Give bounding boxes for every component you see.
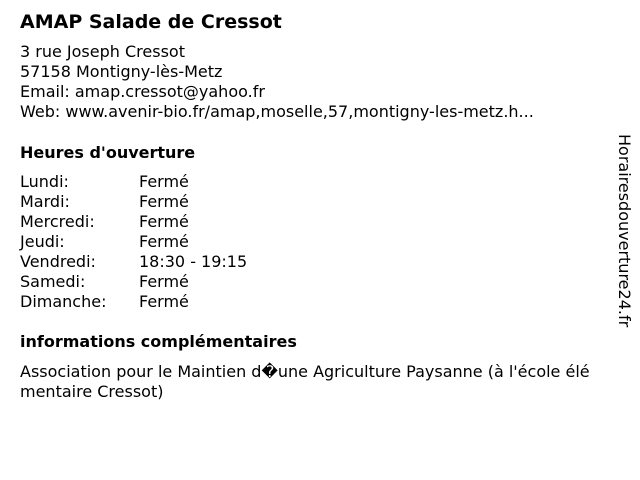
info-text: Association pour le Maintien d�une Agriculture Paysanne (à l'école élémentaire Cressot) xyxy=(20,362,590,401)
street-address: 3 rue Joseph Cressot xyxy=(20,42,185,61)
hours-heading: Heures d'ouverture xyxy=(20,143,196,162)
day-label: Mercredi: xyxy=(20,212,95,231)
site-watermark: Horairesdouverture24.fr xyxy=(615,134,634,328)
business-name: AMAP Salade de Cressot xyxy=(20,11,282,33)
email-line: Email: amap.cressot@yahoo.fr xyxy=(20,82,265,101)
address-block xyxy=(20,42,600,122)
info-heading: informations complémentaires xyxy=(20,332,297,351)
hours-row-lundi xyxy=(20,172,600,192)
day-label: Mardi: xyxy=(20,192,70,211)
hours-table xyxy=(20,172,600,312)
day-hours: Fermé xyxy=(139,292,189,311)
hours-row-samedi xyxy=(20,272,600,292)
day-hours: Fermé xyxy=(139,232,189,251)
day-label: Lundi: xyxy=(20,172,69,191)
business-card xyxy=(20,10,600,402)
postal-city: 57158 Montigny-lès-Metz xyxy=(20,62,223,81)
day-hours: Fermé xyxy=(139,272,189,291)
day-label: Jeudi: xyxy=(20,232,65,251)
day-hours: Fermé xyxy=(139,192,189,211)
web-line: Web: www.avenir-bio.fr/amap,moselle,57,montigny-les-metz.h... xyxy=(20,102,534,121)
day-hours: 18:30 - 19:15 xyxy=(139,252,248,271)
day-hours: Fermé xyxy=(139,172,189,191)
day-label: Samedi: xyxy=(20,272,86,291)
hours-row-dimanche xyxy=(20,292,600,312)
hours-row-vendredi xyxy=(20,252,600,272)
hours-row-mardi xyxy=(20,192,600,212)
day-hours: Fermé xyxy=(139,212,189,231)
day-label: Dimanche: xyxy=(20,292,107,311)
hours-row-mercredi xyxy=(20,212,600,232)
hours-row-jeudi xyxy=(20,232,600,252)
day-label: Vendredi: xyxy=(20,252,96,271)
